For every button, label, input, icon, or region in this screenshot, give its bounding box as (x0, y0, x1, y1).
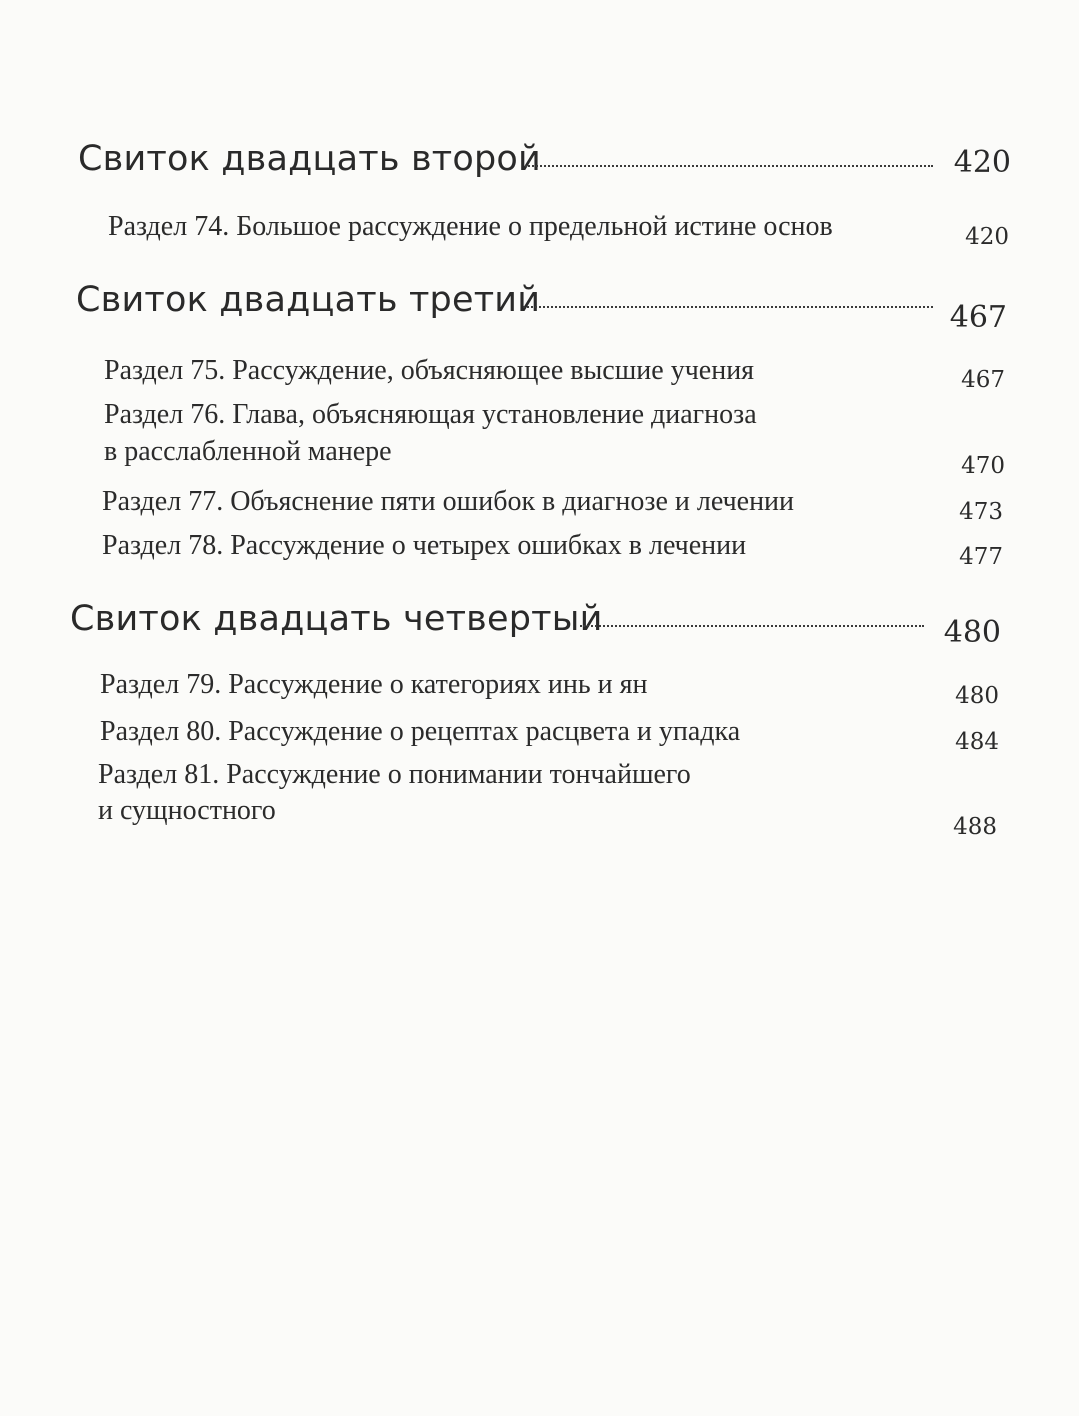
section-page-number: 467 (961, 367, 1005, 393)
section-line: Раздел 75. Рассуждение, объясняющее высшие учения (104, 355, 755, 386)
section-line: и сущностного (98, 795, 276, 826)
scroll-page-number: 420 (953, 145, 1011, 180)
section-line: Раздел 74. Большое рассуждение о предельной истине основ (108, 211, 833, 242)
section-line: Раздел 77. Объяснение пяти ошибок в диагнозе и лечении (102, 486, 795, 517)
scroll-title: Свиток двадцать второй (78, 139, 541, 179)
scroll-title: Свиток двадцать третий (76, 280, 541, 320)
section-line: Раздел 80. Рассуждение о рецептах расцвета и упадка (100, 716, 741, 747)
dot-leader (523, 306, 933, 308)
section-line: Раздел 81. Рассуждение о понимании тончайшего (98, 759, 691, 790)
section-page-number: 488 (953, 814, 997, 840)
scroll-heading (0, 594, 1079, 650)
scroll-page-number: 467 (949, 300, 1007, 335)
section-line: Раздел 78. Рассуждение о четырех ошибках в лечении (102, 530, 747, 561)
section-line: Раздел 79. Рассуждение о категориях инь и ян (100, 669, 648, 700)
section-line: Раздел 76. Глава, объясняющая установление диагноза (104, 399, 757, 430)
scroll-title: Свиток двадцать четвертый (70, 599, 603, 639)
section-page-number: 484 (955, 729, 999, 755)
section-line: в расслабленной манере (104, 436, 392, 467)
scroll-heading (0, 134, 1079, 184)
section-page-number: 470 (961, 453, 1005, 479)
section-page-number: 477 (959, 544, 1003, 570)
section-page-number: 480 (955, 683, 999, 709)
scroll-heading (0, 275, 1079, 335)
dot-leader (580, 625, 924, 627)
section-page-number: 473 (959, 499, 1003, 525)
section-page-number: 420 (965, 224, 1009, 250)
dot-leader (525, 165, 933, 167)
scroll-page-number: 480 (943, 615, 1001, 650)
